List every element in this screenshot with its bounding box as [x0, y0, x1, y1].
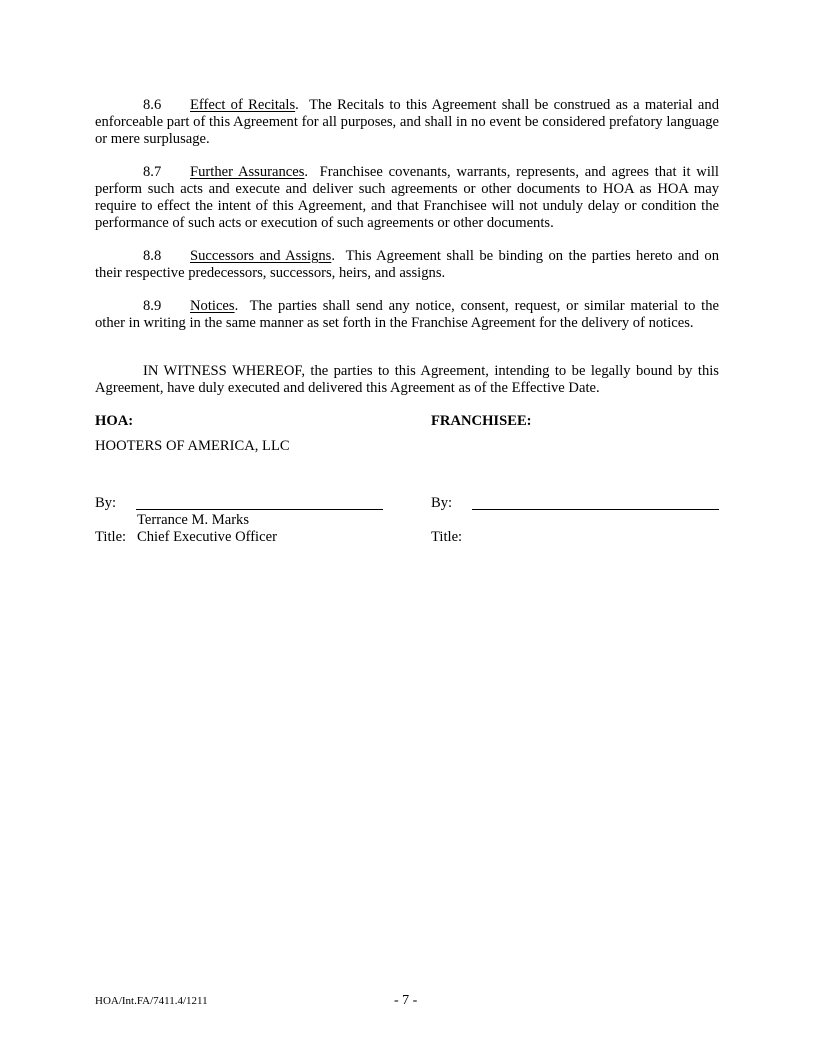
franchisee-title-label: Title:	[431, 529, 463, 545]
section-8-8: 8.8 Successors and Assigns. This Agreement shall be binding on the parties hereto and on their respective predecessors, successors, heirs, and assigns.	[95, 248, 719, 281]
section-heading: Effect of Recitals	[190, 97, 296, 113]
section-text: The parties shall send any notice, consent, request, or similar material to the other in writing in the same manner as set forth in the Franchise Agreement for the delivery of notices.	[95, 298, 719, 331]
hoa-signature-line	[136, 509, 383, 510]
franchisee-signature-line	[472, 509, 719, 510]
section-heading: Notices	[190, 298, 235, 314]
section-text: The Recitals to this Agreement shall be construed as a material and enforceable part of this Agreement for all purposes, and shall in no event be considered prefatory language or mere surplusage.	[95, 97, 719, 147]
hoa-party-label: HOA:	[95, 413, 134, 429]
hoa-title-value: Chief Executive Officer	[137, 529, 277, 545]
section-heading: Successors and Assigns	[190, 248, 332, 264]
section-number: 8.9	[143, 298, 162, 314]
section-heading: Further Assurances	[190, 164, 305, 180]
section-number: 8.8	[143, 248, 162, 264]
witness-clause	[95, 363, 719, 397]
footer-doc-id: HOA/Int.FA/7411.4/1211	[95, 995, 208, 1007]
section-number: 8.7	[143, 164, 162, 180]
hoa-signer-name: Terrance M. Marks	[137, 512, 250, 528]
witness-text: IN WITNESS WHEREOF, the parties to this Agreement, intending to be legally bound by this Agreement, have duly executed and delivered this Agreement as of the Effective Date.	[95, 363, 719, 396]
section-text: This Agreement shall be binding on the parties hereto and on their respective predecessors, successors, heirs, and assigns.	[95, 248, 719, 281]
section-text: Franchisee covenants, warrants, represents, and agrees that it will perform such acts and execute and deliver such agreements or other documents to HOA as HOA may require to effect the intent of this Agreement, and that Franchisee will not unduly delay or condition the performance of such acts or execution of such agreements or other documents.	[95, 164, 719, 231]
franchisee-party-label: FRANCHISEE:	[431, 413, 532, 429]
hoa-by-label: By:	[95, 495, 117, 511]
section-number: 8.6	[143, 97, 162, 113]
franchisee-by-label: By:	[431, 495, 453, 511]
section-8-6: 8.6 Effect of Recitals. The Recitals to this Agreement shall be construed as a material and enforceable part of this Agreement for all purposes, and shall in no event be considered prefatory language or mere surplusage.	[95, 97, 719, 147]
section-8-7: 8.7 Further Assurances. Franchisee covenants, warrants, represents, and agrees that it will perform such acts and execute and deliver such agreements or other documents to HOA as HOA may require to effect the intent of this Agreement, and that Franchisee will not unduly delay or condition the performance of such acts or execution of such agreements or other documents.	[95, 164, 719, 231]
hoa-entity-name: HOOTERS OF AMERICA, LLC	[95, 438, 290, 454]
page-number: - 7 -	[394, 993, 418, 1008]
hoa-title-label: Title:	[95, 529, 127, 545]
section-8-9: 8.9 Notices. The parties shall send any notice, consent, request, or similar material to the other in writing in the same manner as set forth in the Franchise Agreement for the delivery of notices.	[95, 298, 719, 331]
